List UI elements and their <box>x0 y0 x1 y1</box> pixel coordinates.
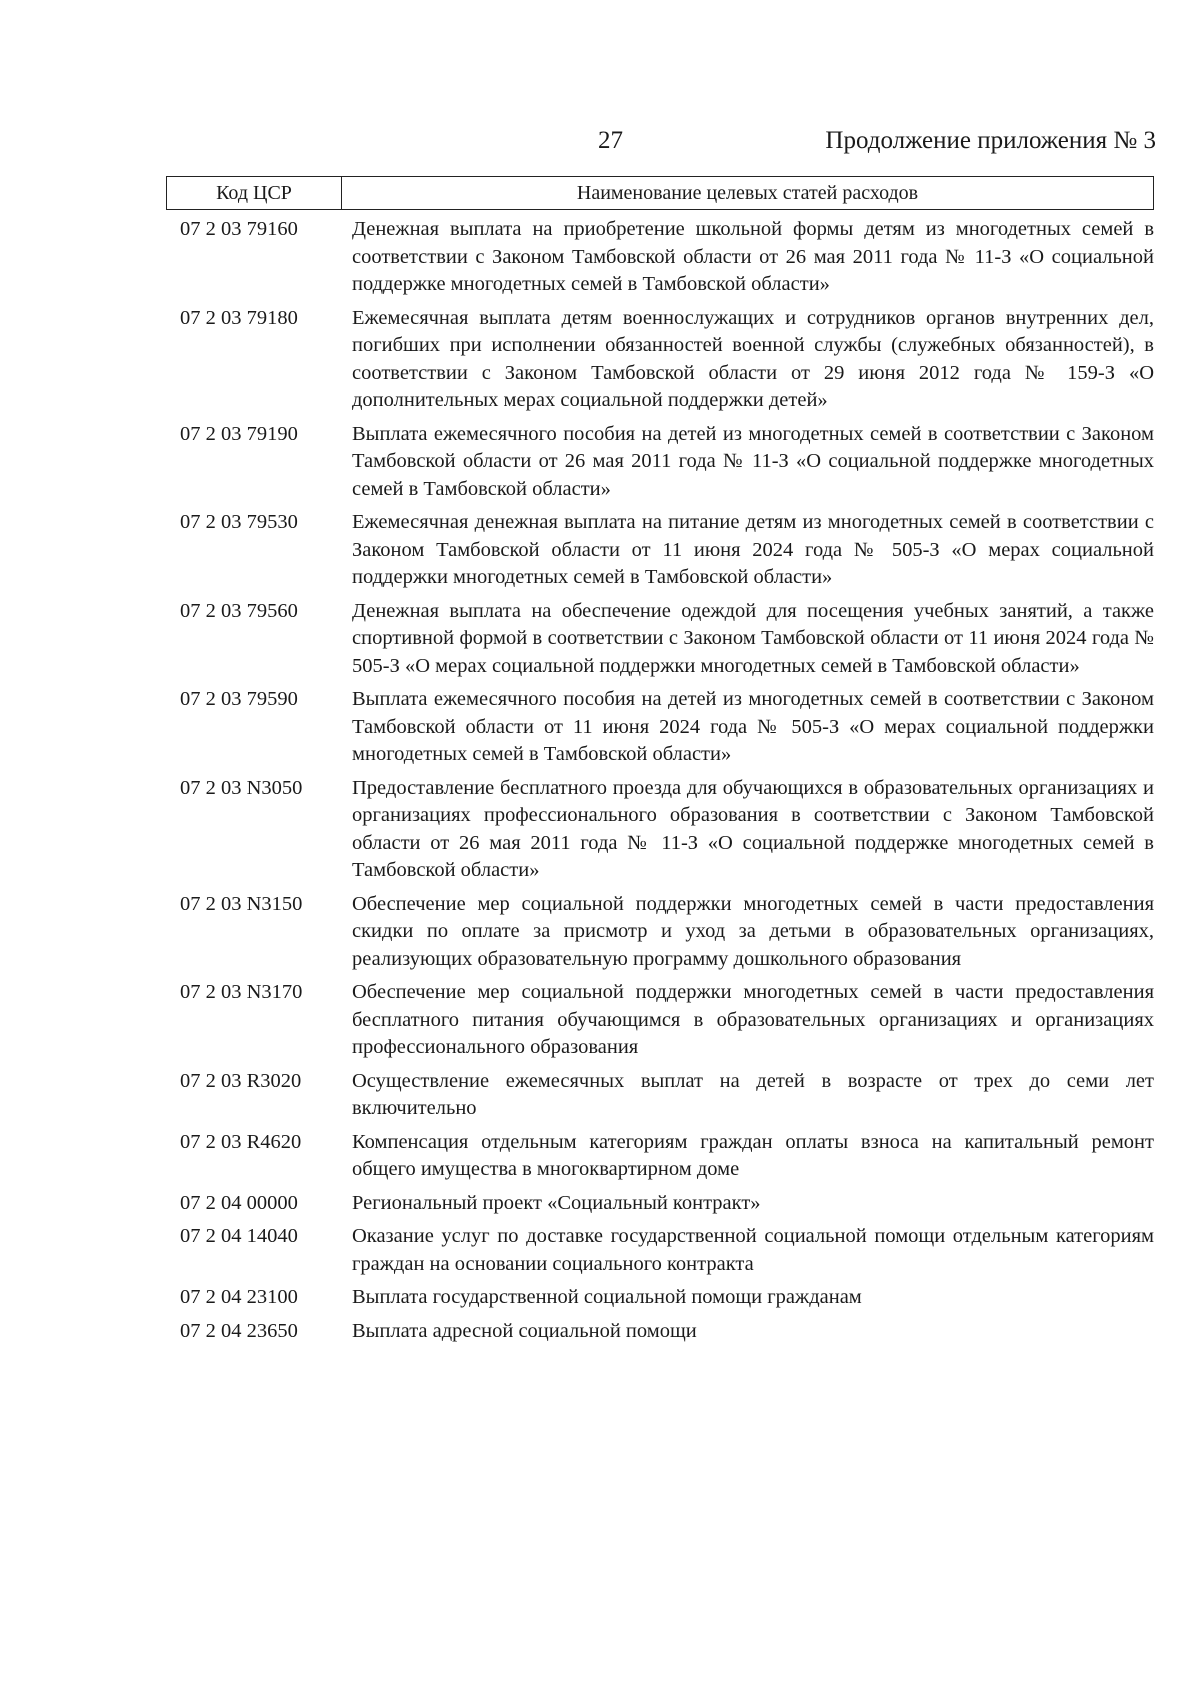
row-name: Выплата государственной социальной помощи гражданам <box>352 1286 862 1308</box>
table-row <box>180 686 1154 769</box>
continuation-title: Продолжение приложения № 3 <box>825 127 1156 154</box>
row-name: Осуществление ежемесячных выплат на детей в возрасте от трех до семи лет включительно <box>352 1069 1154 1119</box>
row-code: 07 2 03 79560 <box>180 599 298 622</box>
row-code: 07 2 03 79160 <box>180 218 298 240</box>
row-name: Денежная выплата на приобретение школьной формы детям из многодетных семей в соответствии с Законом Тамбовской области от 26 мая 2011 года № 11-З «О социальной поддержке многодетных семей в Тамбовской области» <box>352 218 1154 295</box>
row-code: 07 2 04 23100 <box>180 1286 298 1308</box>
table-header <box>166 176 1154 210</box>
header-name: Наименование целевых статей расходов <box>576 181 919 204</box>
row-code: 07 2 03 79590 <box>180 688 298 710</box>
row-name: Оказание услуг по доставке государственной социальной помощи отдельным категориям граждан на основании социального контракта <box>352 1225 1154 1275</box>
table-row <box>180 775 1154 885</box>
table-row <box>180 891 1154 974</box>
table-row <box>180 1223 1154 1278</box>
row-name: Обеспечение мер социальной поддержки многодетных семей в части предоставления бесплатного питания обучающимся в образовательных организациях и организациях профессионального образования <box>352 981 1154 1058</box>
table-row <box>180 509 1154 592</box>
header-code: Код ЦСР <box>167 177 342 209</box>
table-row <box>180 305 1154 415</box>
row-name: Выплата адресной социальной помощи <box>352 1319 697 1342</box>
row-name: Обеспечение мер социальной поддержки многодетных семей в части предоставления скидки по оплате за присмотр и уход за детьми в образовательных организациях, реализующих образовательную программу дошкольного образования <box>352 892 1154 970</box>
row-code: 07 2 03 R4620 <box>180 1130 302 1153</box>
row-code: 07 2 04 00000 <box>180 1191 298 1214</box>
table-row <box>180 1190 1154 1218</box>
table-row <box>180 1318 1154 1346</box>
row-code: 07 2 03 79180 <box>180 306 298 329</box>
row-code: 07 2 03 79190 <box>180 422 298 445</box>
table-row <box>180 421 1154 504</box>
table-body <box>180 216 1154 1351</box>
row-code: 07 2 03 79530 <box>180 511 298 533</box>
table-row <box>180 979 1154 1062</box>
row-name: Ежемесячная выплата детям военнослужащих и сотрудников органов внутренних дел, погибших при исполнении обязанностей военной службы (служебных обязанностей), в соответствии с Законом Тамбовской области от 29 июня 2012 года № 159-З «О дополнительных мерах социальной поддержки детей» <box>352 306 1154 411</box>
row-name: Денежная выплата на обеспечение одеждой для посещения учебных занятий, а также спортивной формой в соответствии с Законом Тамбовской области от 11 июня 2024 года № 505-З «О мерах социальной поддержки многодетных семей в Тамбовской области» <box>352 599 1154 677</box>
table-row <box>180 1284 1154 1312</box>
row-code: 07 2 03 N3050 <box>180 776 303 799</box>
row-name: Компенсация отдельным категориям граждан оплаты взноса на капитальный ремонт общего имущества в многоквартирном доме <box>352 1130 1154 1180</box>
row-name: Выплата ежемесячного пособия на детей из многодетных семей в соответствии с Законом Тамбовской области от 11 июня 2024 года № 505-З «О мерах социальной поддержки многодетных семей в Тамбовской области» <box>352 688 1154 765</box>
row-name: Ежемесячная денежная выплата на питание детям из многодетных семей в соответствии с Законом Тамбовской области от 11 июня 2024 года № 505-З «О мерах социальной поддержки многодетных семей в Тамбовской области» <box>352 511 1154 588</box>
row-name: Предоставление бесплатного проезда для обучающихся в образовательных организациях и организациях профессионального образования в соответствии с Законом Тамбовской области от 26 мая 2011 года № 11-З «О социальной поддержке многодетных семей в Тамбовской области» <box>352 776 1154 881</box>
table-row <box>180 216 1154 299</box>
page-number: 27 <box>598 127 623 154</box>
table-row <box>180 1129 1154 1184</box>
table-row <box>180 1068 1154 1123</box>
row-name: Региональный проект «Социальный контракт» <box>352 1191 761 1214</box>
row-code: 07 2 03 R3020 <box>180 1069 302 1092</box>
row-name: Выплата ежемесячного пособия на детей из многодетных семей в соответствии с Законом Тамбовской области от 26 мая 2011 года № 11-З «О социальной поддержке многодетных семей в Тамбовской области» <box>352 422 1154 500</box>
row-code: 07 2 04 23650 <box>180 1319 298 1342</box>
row-code: 07 2 04 14040 <box>180 1225 298 1247</box>
row-code: 07 2 03 N3170 <box>180 981 303 1003</box>
table-row <box>180 598 1154 681</box>
row-code: 07 2 03 N3150 <box>180 892 303 915</box>
